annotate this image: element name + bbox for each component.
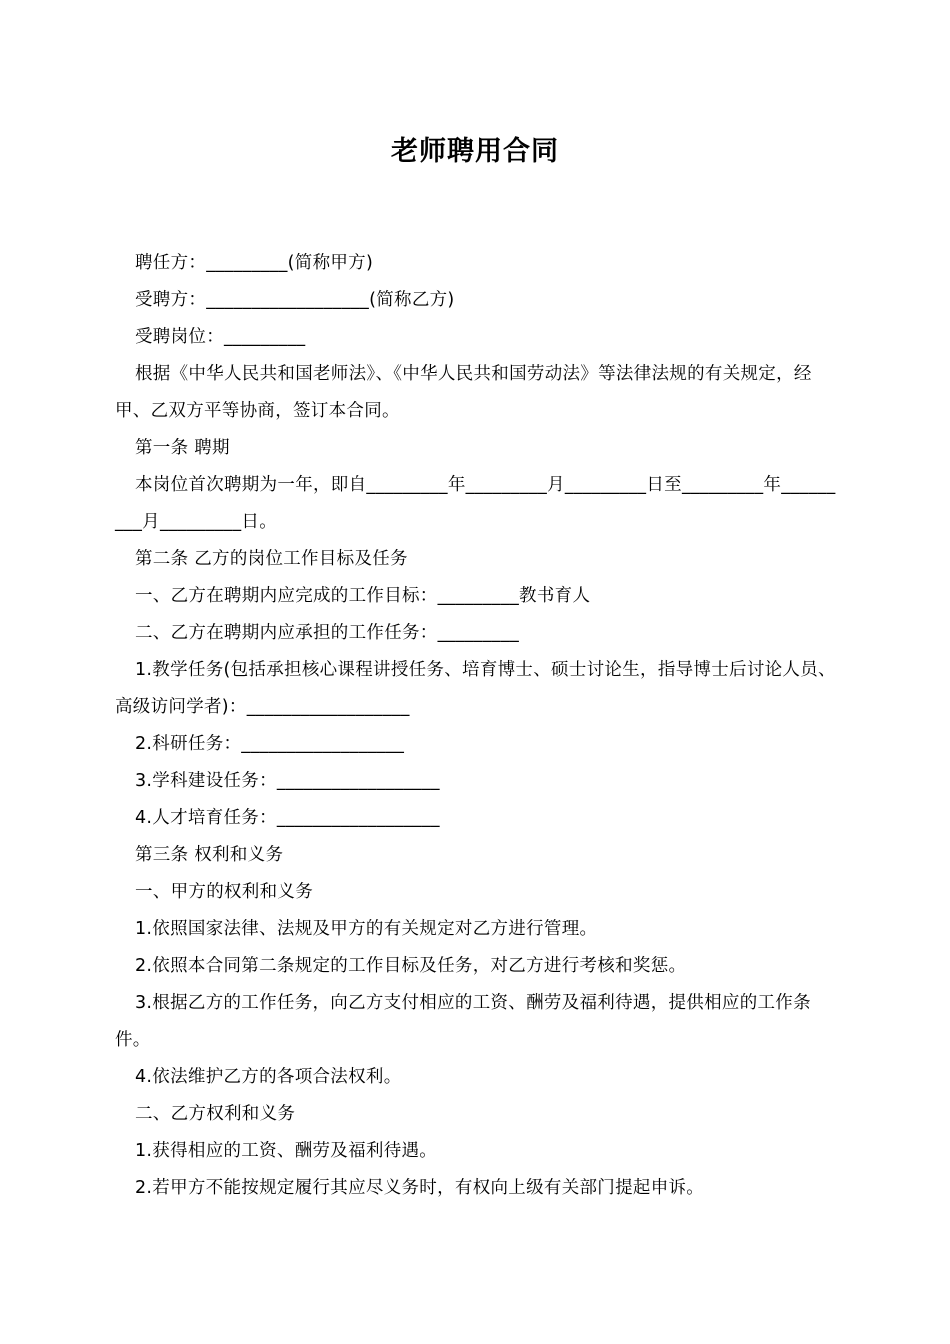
paragraph-party-a-2: 2.依照本合同第二条规定的工作目标及任务，对乙方进行考核和奖惩。 [135, 956, 687, 976]
article-1-heading: 第一条 聘期 [135, 438, 230, 458]
article-3-heading: 第三条 权利和义务 [135, 845, 284, 865]
paragraph-position: 受聘岗位：_________ [135, 327, 306, 347]
paragraph-goal: 一、乙方在聘期内应完成的工作目标：_________教书育人 [135, 586, 591, 606]
paragraph-employer: 聘任方：_________(简称甲方) [135, 253, 374, 273]
paragraph-party-a-heading: 一、甲方的权利和义务 [135, 882, 313, 902]
paragraph-party-a-3: 3.根据乙方的工作任务，向乙方支付相应的工资、酬劳及福利待遇，提供相应的工作条件。 [115, 993, 811, 1050]
paragraph-task-talent: 4.人才培育任务：__________________ [135, 808, 440, 828]
paragraph-party-a-4: 4.依法维护乙方的各项合法权利。 [135, 1067, 402, 1087]
paragraph-task-teaching: 1.教学任务(包括承担核心课程讲授任务、培育博士、硕士讨论生，指导博士后讨论人员、高级访问学者)：__________________ [115, 660, 836, 717]
paragraph-employee: 受聘方：__________________(简称乙方) [135, 290, 455, 310]
paragraph-task-research: 2.科研任务：__________________ [135, 734, 405, 754]
paragraph-party-b-1: 1.获得相应的工资、酬劳及福利待遇。 [135, 1141, 438, 1161]
paragraph-party-b-heading: 二、乙方权利和义务 [135, 1104, 296, 1124]
paragraph-preamble: 根据《中华人民共和国老师法》、《中华人民共和国劳动法》等法律法规的有关规定，经甲、乙双方平等协商，签订本合同。 [115, 364, 812, 421]
paragraph-party-b-2: 2.若甲方不能按规定履行其应尽义务时，有权向上级有关部门提起申诉。 [135, 1178, 705, 1198]
document-body [115, 245, 837, 1207]
paragraph-term: 本岗位首次聘期为一年，即自_________年_________月_________日至_________年_________月_________日。 [115, 475, 836, 532]
document-title: 老师聘用合同 [391, 136, 559, 167]
paragraph-tasks: 二、乙方在聘期内应承担的工作任务：_________ [135, 623, 520, 643]
paragraph-party-a-1: 1.依照国家法律、法规及甲方的有关规定对乙方进行管理。 [135, 919, 598, 939]
paragraph-task-discipline: 3.学科建设任务：__________________ [135, 771, 440, 791]
article-2-heading: 第二条 乙方的岗位工作目标及任务 [135, 549, 408, 569]
